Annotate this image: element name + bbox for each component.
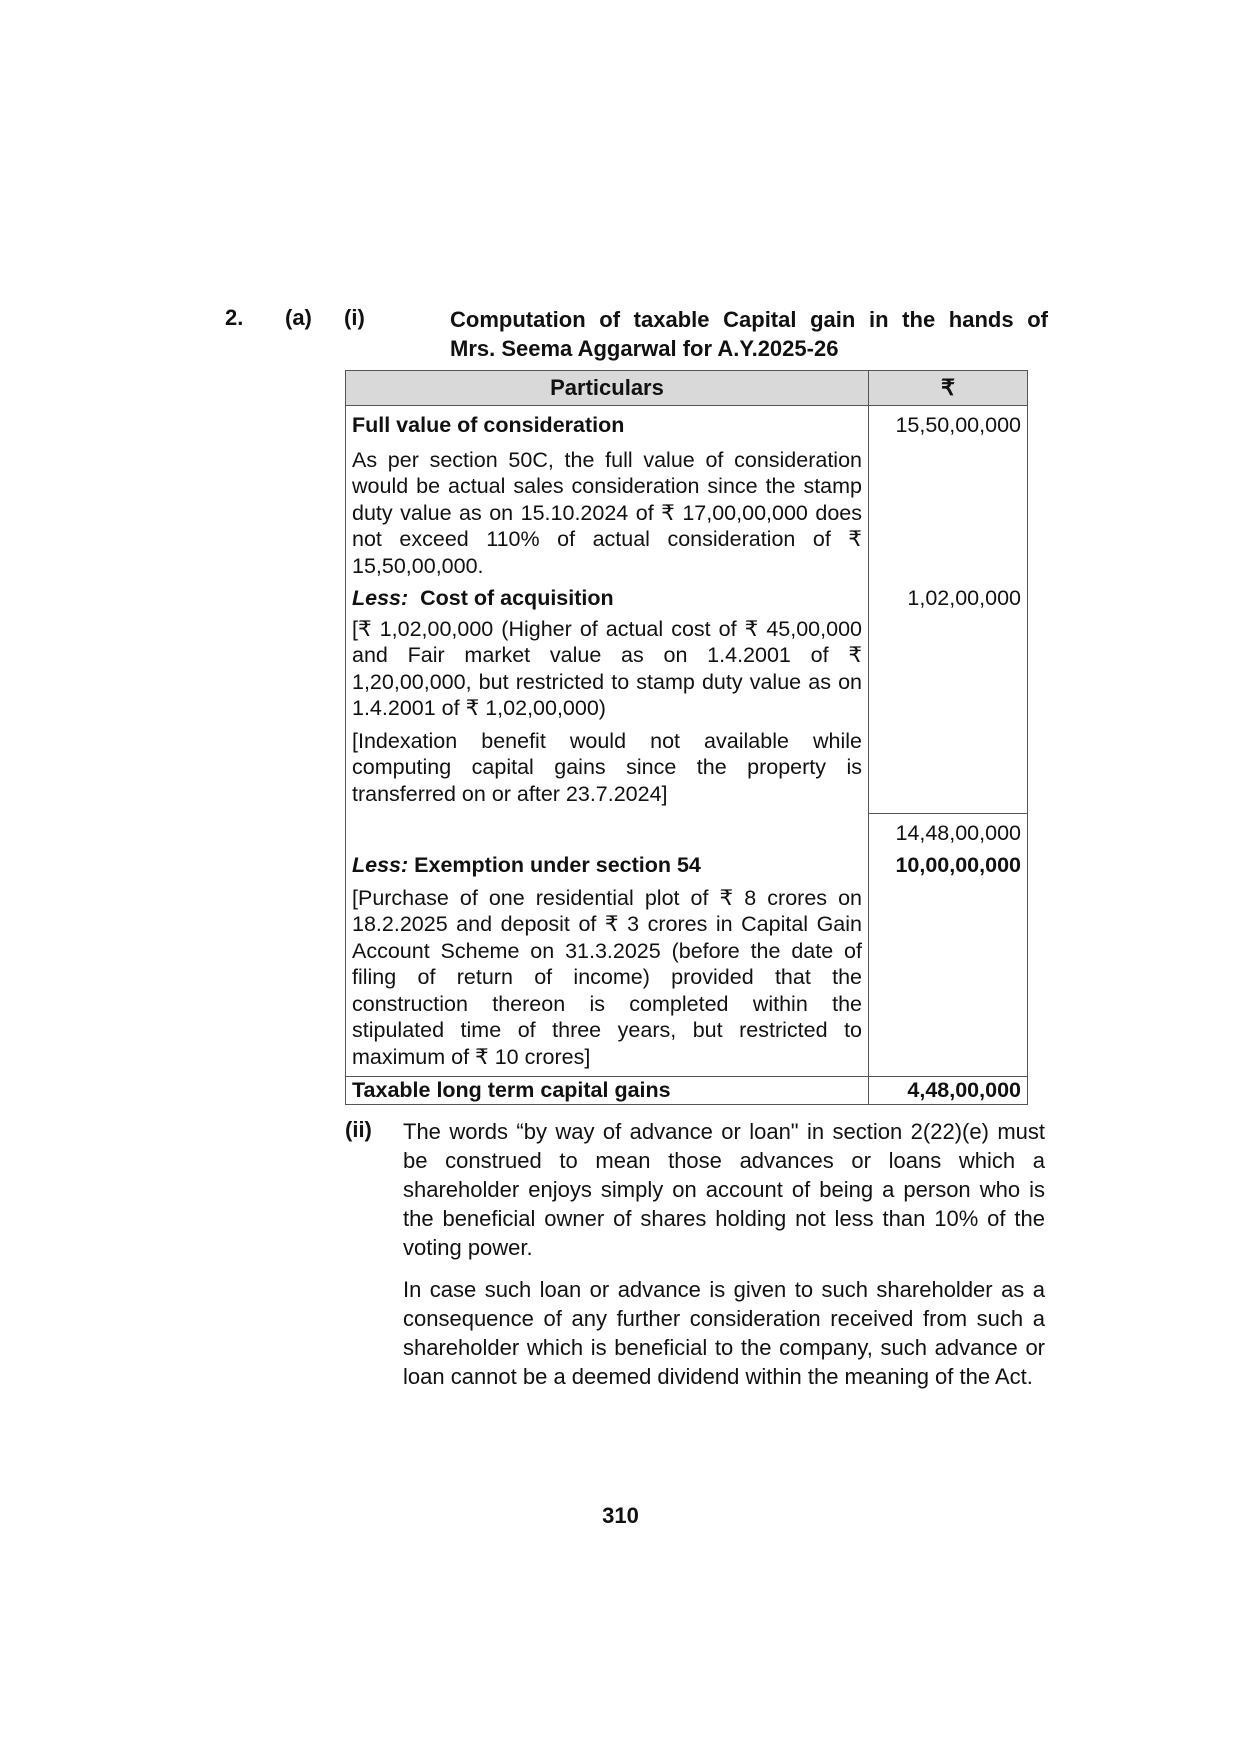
exemption-label: Exemption under section 54	[414, 853, 701, 877]
question-number: 2.	[225, 305, 244, 330]
computation-title	[450, 305, 1048, 363]
indexation-note: [Indexation benefit would not available while computing capital gains since the property is transferred on or after 23.7.2024]	[352, 728, 862, 806]
title-line-1: Computation of taxable Capital gain in the hands of	[450, 307, 1048, 332]
exemption-amount: 10,00,00,000	[869, 846, 1028, 1077]
exemption-less-prefix: Less:	[352, 853, 409, 877]
cost-label: Cost of acquisition	[420, 586, 614, 610]
exemption-heading	[352, 852, 862, 879]
question-part-label: (i)	[344, 305, 365, 330]
cost-row	[346, 585, 1028, 813]
exemption-row	[346, 846, 1028, 1077]
header-amount: ₹	[869, 371, 1028, 406]
total-row	[346, 1077, 1028, 1105]
subtotal-amount: 14,48,00,000	[869, 813, 1028, 846]
full-value-note: As per section 50C, the full value of consideration would be actual sales consideration since the stamp duty value as on 15.10.2024 of ₹ 17,00,00,000 does not exceed 110% of actual consideration of ₹ 15,50,00,000.	[352, 447, 862, 578]
exemption-note: [Purchase of one residential plot of ₹ 8 crores on 18.2.2025 and deposit of ₹ 3 crores in Capital Gain Account Scheme on 31.3.2025 (before the date of filing of return of income) provided that the construction thereon is completed within the stipulated time of three years, but restricted to maximum of ₹ 10 crores]	[352, 885, 862, 1069]
total-amount: 4,48,00,000	[869, 1077, 1028, 1105]
full-value-row	[346, 406, 1028, 586]
full-value-amount: 15,50,00,000	[869, 406, 1028, 586]
table-header-row	[346, 371, 1028, 406]
capital-gain-table	[345, 370, 1028, 1105]
part-ii-paragraph-2: In case such loan or advance is given to such shareholder as a consequence of any further consideration received from such a shareholder which is beneficial to the company, such advance or loan cannot be a deemed dividend within the meaning of the Act.	[403, 1277, 1045, 1389]
cost-amount: 1,02,00,000	[869, 585, 1028, 813]
question-sub-label: (a)	[285, 305, 312, 330]
part-ii-paragraph-1: The words “by way of advance or loan" in section 2(22)(e) must be construed to mean those advances or loans which a shareholder enjoys simply on account of being a person who is the beneficial owner of shares holding not less than 10% of the voting power.	[403, 1119, 1045, 1260]
full-value-label: Full value of consideration	[352, 413, 625, 437]
cost-note: [₹ 1,02,00,000 (Higher of actual cost of ₹ 45,00,000 and Fair market value as on 1.4.2001 of ₹ 1,20,00,000, but restricted to stamp duty value as on 1.4.2001 of ₹ 1,02,00,000)	[352, 616, 862, 720]
subtotal-row	[346, 813, 1028, 846]
part-ii-number: (ii)	[345, 1117, 372, 1142]
header-particulars: Particulars	[346, 371, 869, 406]
title-line-2: Mrs. Seema Aggarwal for A.Y.2025-26	[450, 336, 839, 361]
cost-less-prefix: Less:	[352, 586, 409, 610]
total-label: Taxable long term capital gains	[346, 1077, 869, 1105]
cost-heading	[352, 585, 862, 612]
page-number: 310	[602, 1503, 639, 1528]
